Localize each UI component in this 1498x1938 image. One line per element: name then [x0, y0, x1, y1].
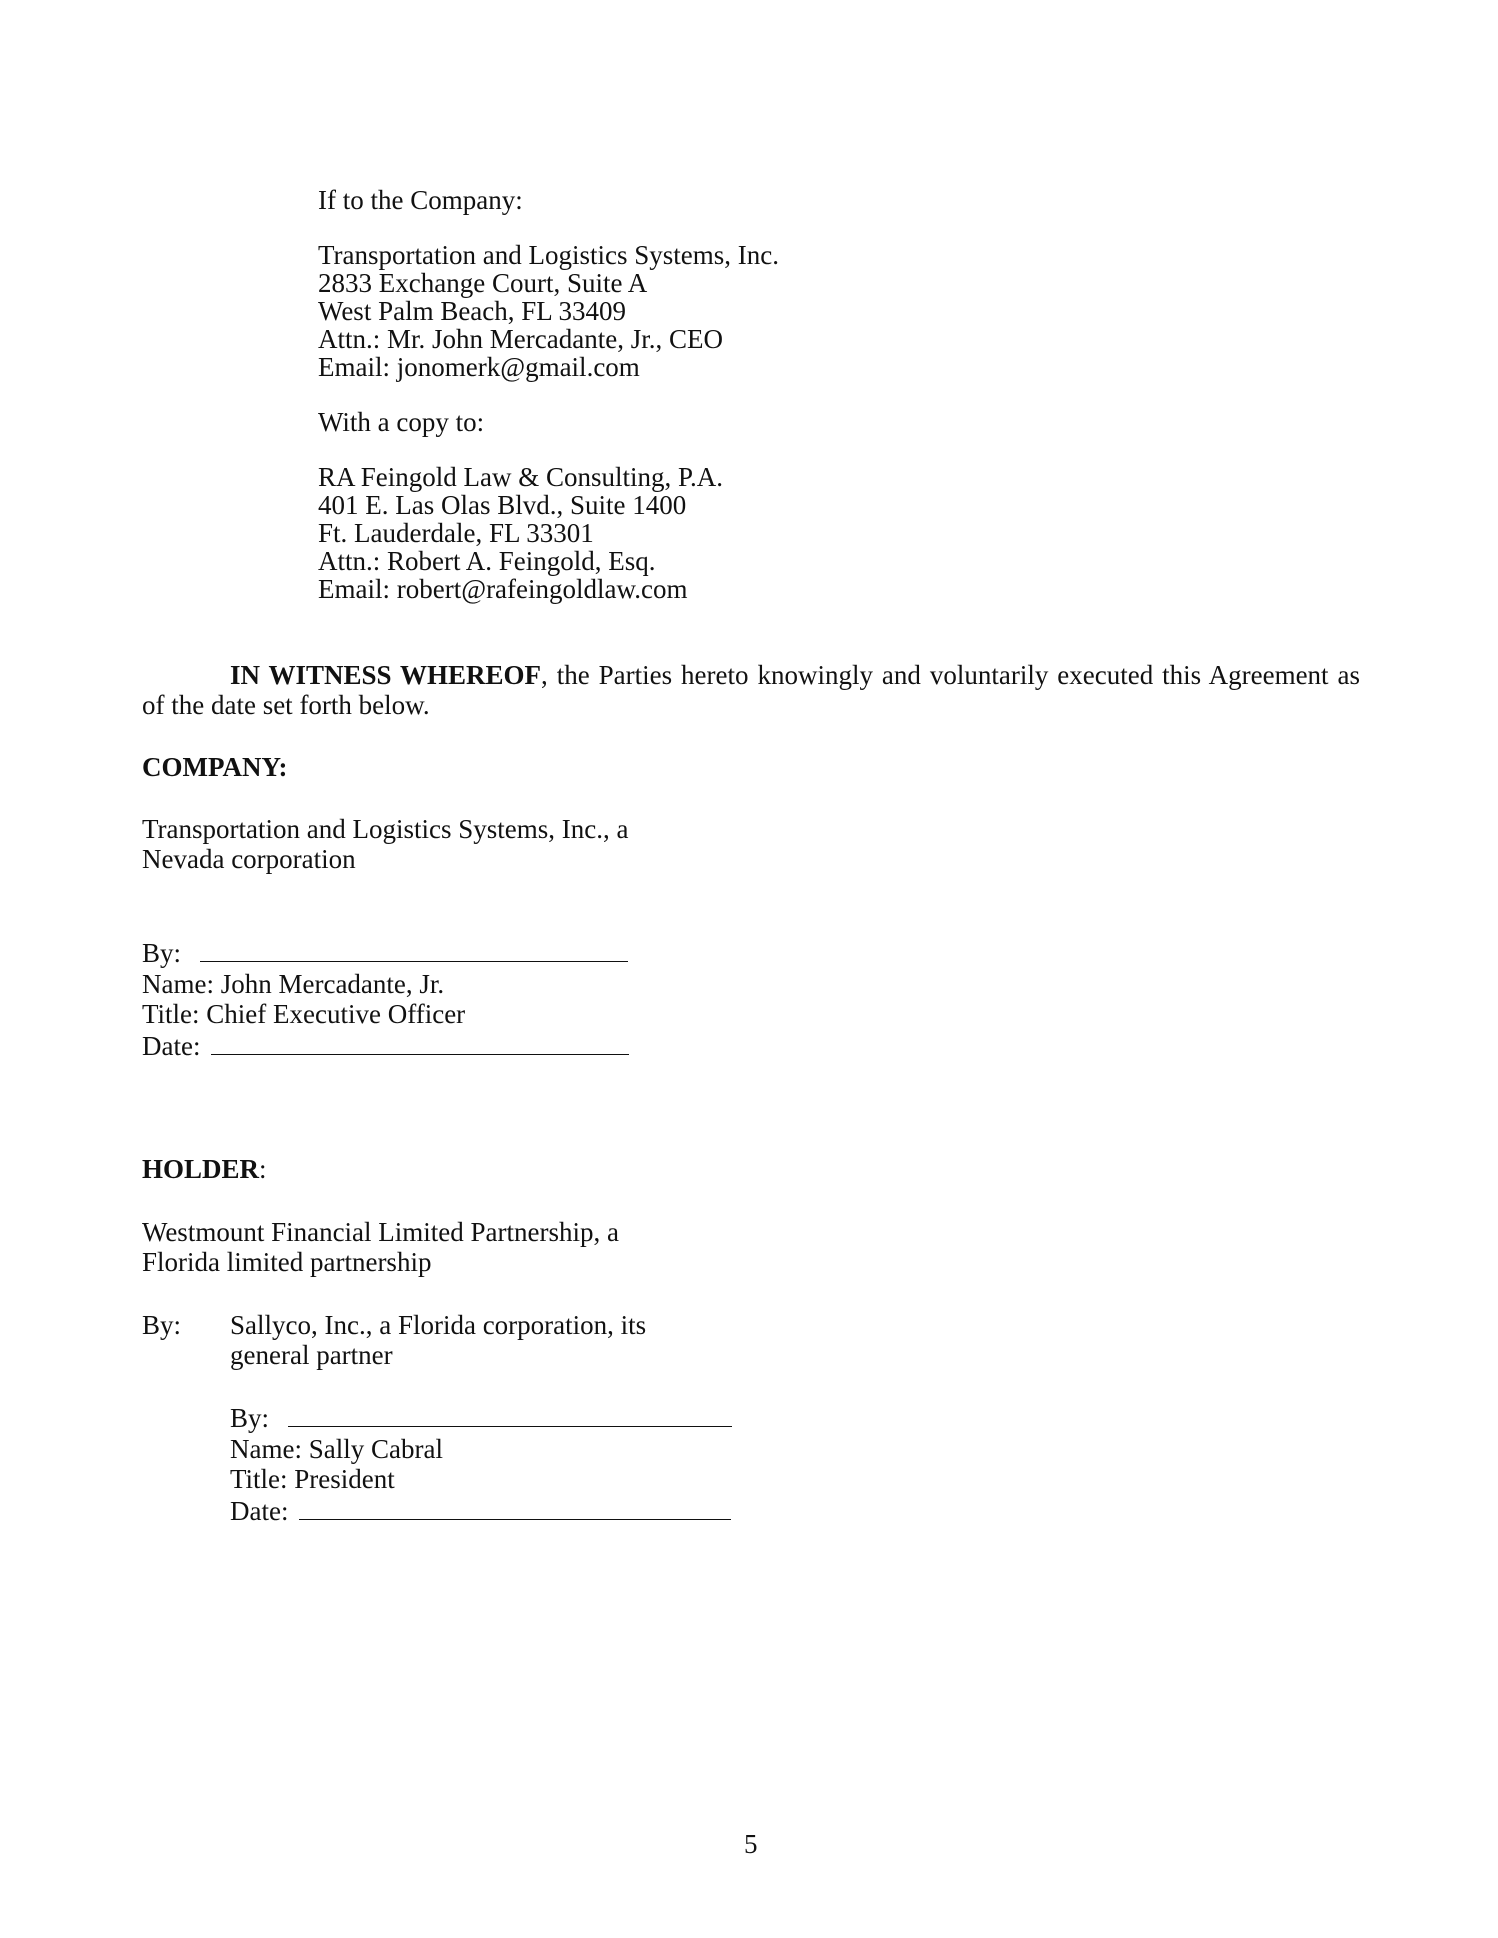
company-attn-line: Attn.: Mr. John Mercadante, Jr., CEO — [318, 324, 723, 354]
company-date-line — [142, 1032, 629, 1060]
holder-heading-line — [142, 1155, 267, 1183]
company-title-line: Title: Chief Executive Officer — [142, 999, 466, 1029]
copy-address-line: Ft. Lauderdale, FL 33301 — [318, 518, 594, 548]
holder-title-line: Title: President — [230, 1464, 395, 1494]
copy-address-line: 401 E. Las Olas Blvd., Suite 1400 — [318, 490, 687, 520]
holder-date-label: Date: — [230, 1496, 289, 1526]
copy-attn-line: Attn.: Robert A. Feingold, Esq. — [318, 546, 656, 576]
copy-email-line: Email: robert@rafeingoldlaw.com — [318, 574, 688, 604]
witness-text: , the Parties hereto knowingly and voluntarily executed this Agreement as of the date set forth below. — [142, 660, 1360, 720]
company-heading: COMPANY: — [142, 752, 288, 782]
holder-name-line: Name: Sally Cabral — [230, 1434, 443, 1464]
holder-entity-line: Florida limited partnership — [142, 1247, 432, 1277]
holder-heading: HOLDER — [142, 1154, 260, 1184]
company-address-line: 2833 Exchange Court, Suite A — [318, 268, 648, 298]
company-address-line: Transportation and Logistics Systems, Inc. — [318, 240, 779, 270]
holder-heading-suffix: : — [259, 1154, 267, 1184]
witness-bold-lead: IN WITNESS WHEREOF — [230, 660, 541, 690]
holder-signature-line — [230, 1404, 732, 1432]
company-signature-line — [142, 939, 628, 967]
company-notice-heading: If to the Company: — [318, 185, 523, 215]
page-number: 5 — [744, 1829, 758, 1859]
holder-date-rule — [299, 1497, 731, 1520]
company-entity-line: Nevada corporation — [142, 844, 356, 874]
company-date-rule — [211, 1032, 629, 1055]
company-entity-line: Transportation and Logistics Systems, Inc., a — [142, 814, 629, 844]
company-name-line: Name: John Mercadante, Jr. — [142, 969, 445, 999]
holder-signature-rule — [288, 1404, 732, 1427]
company-by-label: By: — [142, 938, 182, 968]
company-email-line: Email: jonomerk@gmail.com — [318, 352, 640, 382]
holder-date-line — [230, 1497, 731, 1525]
company-date-label: Date: — [142, 1031, 201, 1061]
holder-partner-line: general partner — [230, 1340, 393, 1370]
company-signature-rule — [200, 939, 628, 962]
holder-by-label: By: — [142, 1310, 182, 1340]
holder-sub-by-label: By: — [230, 1403, 270, 1433]
copy-notice-heading: With a copy to: — [318, 407, 485, 437]
company-address-line: West Palm Beach, FL 33409 — [318, 296, 627, 326]
witness-paragraph — [142, 660, 1360, 720]
holder-entity-line: Westmount Financial Limited Partnership, a — [142, 1217, 619, 1247]
copy-address-line: RA Feingold Law & Consulting, P.A. — [318, 462, 724, 492]
holder-partner-line: Sallyco, Inc., a Florida corporation, its — [230, 1310, 647, 1340]
